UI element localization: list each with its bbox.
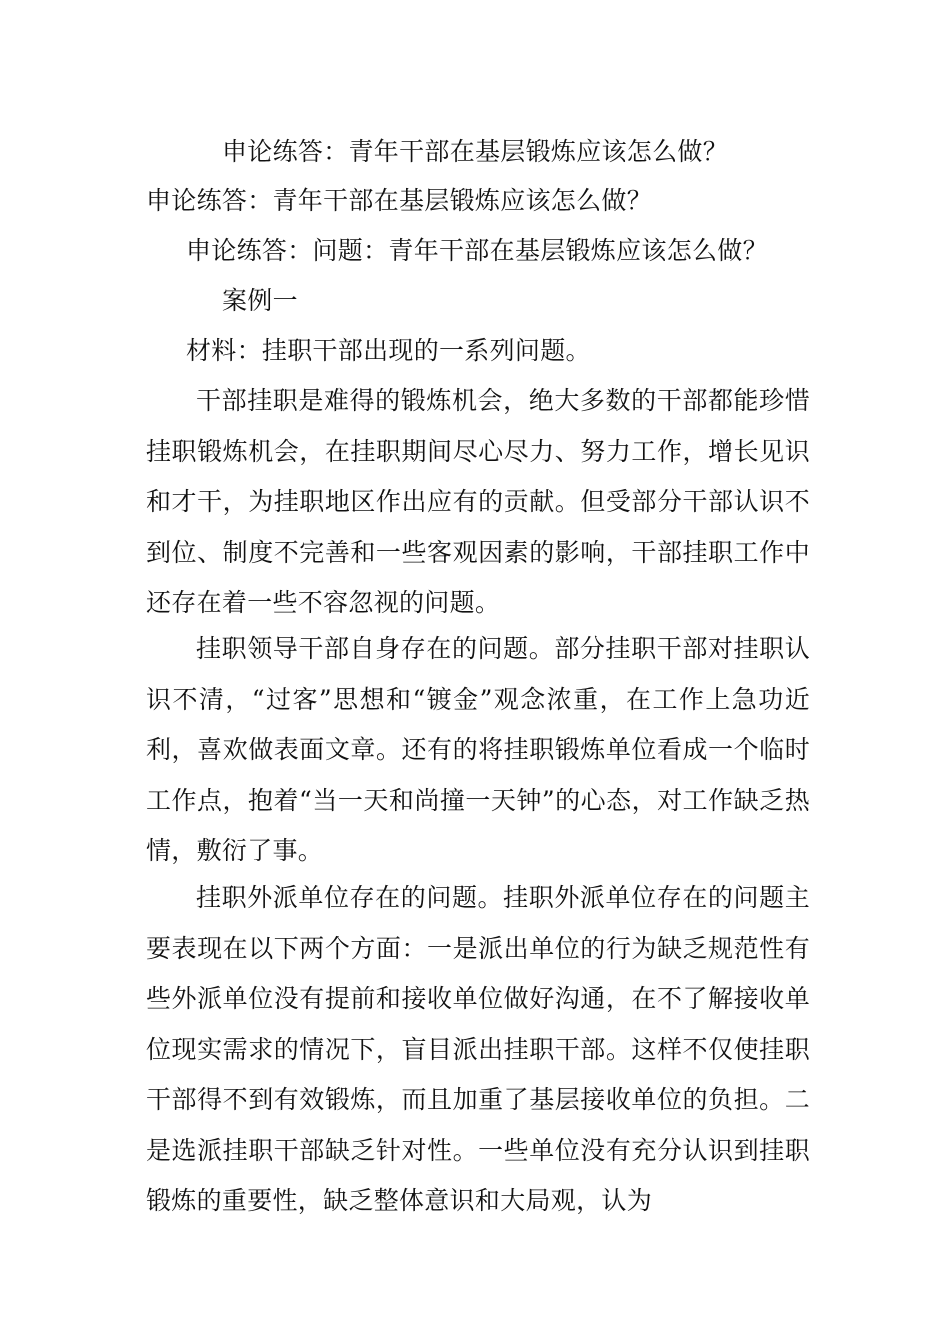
body-paragraph-2: 挂职领导干部自身存在的问题。部分挂职干部对挂职认识不清，“过客”思想和“镀金”观念浓重，在工作上急功近利，喜欢做表面文章。还有的将挂职锻炼单位看成一个临时工作点，抱着“当一天和尚撞一天钟”的心态，对工作缺乏热情，敷衍了事。 — [146, 634, 810, 865]
body-paragraph-1: 干部挂职是难得的锻炼机会，绝大多数的干部都能珍惜挂职锻炼机会，在挂职期间尽心尽力、努力工作，增长见识和才干，为挂职地区作出应有的贡献。但受部分干部认识不到位、制度不完善和一些客观因素的影响，干部挂职工作中还存在着一些不容忽视的问题。 — [146, 386, 810, 617]
question-line: 申论练答：问题：青年干部在基层锻炼应该怎么做？ — [186, 236, 768, 265]
document-title-repeat: 申论练答：青年干部在基层锻炼应该怎么做？ — [146, 186, 653, 215]
material-line: 材料：挂职干部出现的一系列问题。 — [186, 336, 591, 365]
document-title-centered: 申论练答：青年干部在基层锻炼应该怎么做？ — [222, 137, 729, 166]
case-label: 案例一 — [222, 286, 298, 315]
body-paragraph-3: 挂职外派单位存在的问题。挂职外派单位存在的问题主要表现在以下两个方面：一是派出单位的行为缺乏规范性有些外派单位没有提前和接收单位做好沟通，在不了解接收单位现实需求的情况下，盲目派出挂职干部。这样不仅使挂职干部得不到有效锻炼，而且加重了基层接收单位的负担。二是选派挂职干部缺乏针对性。一些单位没有充分认识到挂职锻炼的重要性，缺乏整体意识和大局观，认为 — [146, 883, 810, 1215]
